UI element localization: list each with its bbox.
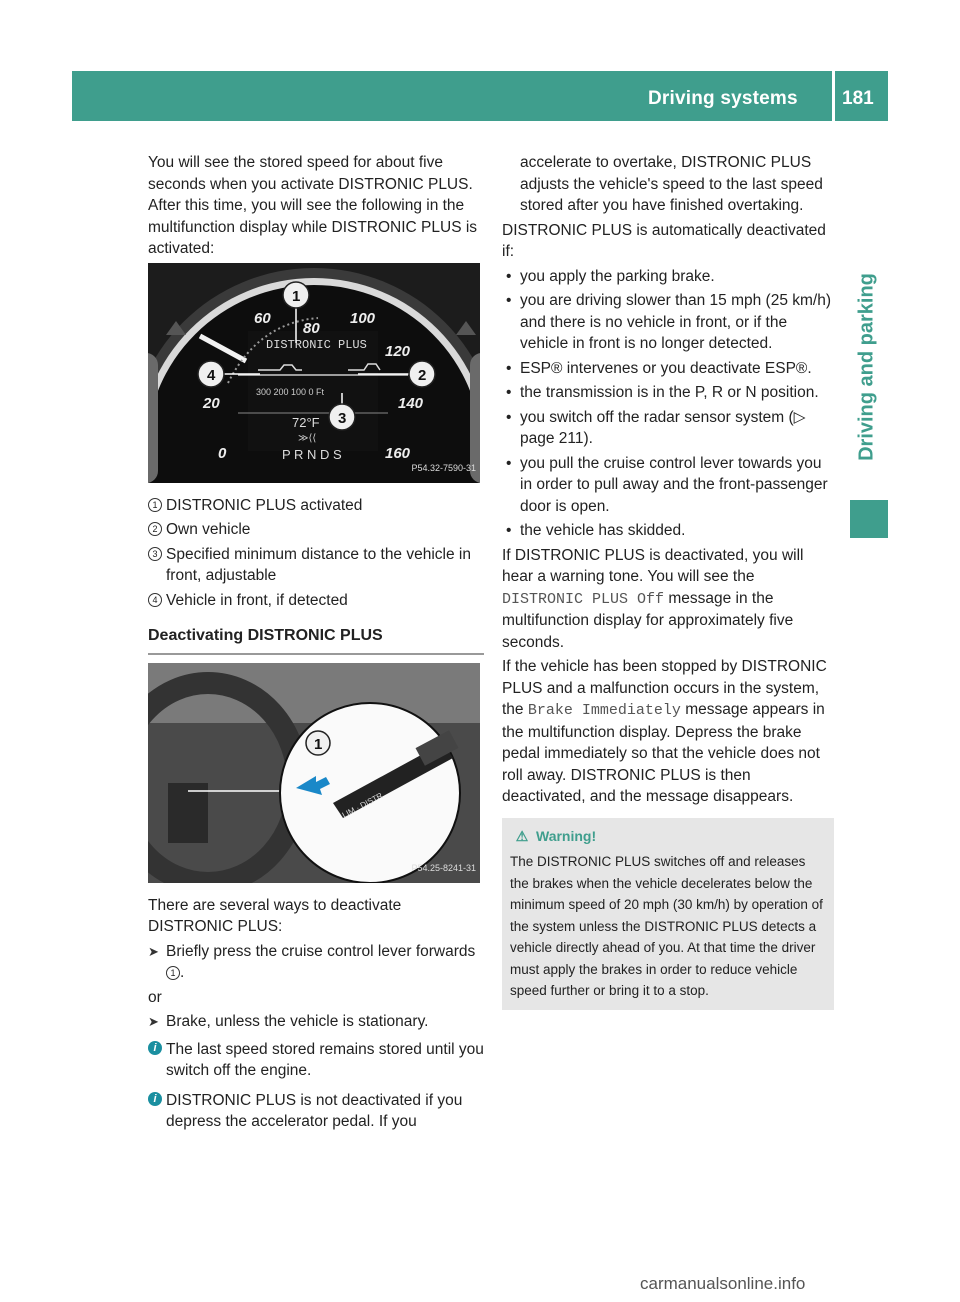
warning-text: The DISTRONIC PLUS switches off and releases the brakes when the vehicle decelerates below the minimum speed of 20 mph (30 km/h) by operation of the system unless the DISTRONIC PLUS detects a vehicle directly ahead of you. At that time the driver must apply the brakes in order to reduce vehicle speed further or bring it to a stop. [510,854,823,998]
svg-text:4: 4 [207,366,216,384]
svg-text:100: 100 [350,309,376,327]
bullet-item: • you switch off the radar sensor system (▷ page 211). [506,408,806,447]
svg-text:P R N D S: P R N D S [282,446,342,462]
header-separator [832,71,835,121]
bullet-item: • you are driving slower than 15 mph (25 km/h) and there is no vehicle in front, or if the vehicle in front is no longer detected. [506,292,832,352]
instruction-step: ➤ Briefly press the cruise control lever forwards 1 . [148,942,476,981]
svg-text:140: 140 [398,394,424,412]
left-column [148,152,484,1141]
bullet-item: • the transmission is in the P, R or N position. [506,384,819,401]
info-icon: i [148,1041,162,1055]
intro-paragraph: You will see the stored speed for about five seconds when you activate DISTRONIC PLUS. After this time, you will see the following in the multifunction display while DISTRONIC PLUS is activated: [148,154,478,257]
svg-text:72°F: 72°F [292,414,320,430]
figure-id: P54.25-8241-31 [411,863,476,873]
page-number: 181 [842,88,874,109]
svg-text:0: 0 [218,444,227,462]
figure-id: P54.32-7590-31 [411,463,476,473]
callout-ref: 1 [166,966,180,980]
legend-item: 4 Vehicle in front, if detected [148,590,484,612]
svg-text:LIM · DISTR: LIM · DISTR [340,790,385,820]
svg-text:DISTRONIC PLUS: DISTRONIC PLUS [266,337,367,352]
info-note: i The last speed stored remains stored until you switch off the engine. [148,1039,484,1082]
running-header-title: Driving systems [648,88,798,109]
section-heading: Deactivating DISTRONIC PLUS [148,625,484,655]
warning-box [502,818,834,1010]
side-tab-marker [850,500,888,538]
svg-text:3: 3 [338,409,347,427]
watermark: carmanualsonline.info [640,1274,806,1293]
warning-heading: ⚠ Warning! [510,826,826,848]
display-message: DISTRONIC PLUS Off [502,590,665,608]
svg-text:60: 60 [254,309,271,327]
info-icon: i [148,1092,162,1106]
svg-text:160: 160 [385,444,411,462]
right-column [502,152,834,1010]
continued-text: accelerate to overtake, DISTRONIC PLUS adjusts the vehicle's speed to the last speed stored after you have finished overtaking. [520,154,823,214]
step-arrow-icon: ➤ [148,1014,159,1029]
svg-text:1: 1 [314,735,323,753]
legend-item: 2 Own vehicle [148,519,484,541]
instrument-cluster-figure [148,263,480,483]
bullet-item: • you apply the parking brake. [506,267,715,285]
info-note: i DISTRONIC PLUS is not deactivated if you depress the accelerator pedal. If you [148,1090,484,1133]
display-message: Brake Immediately [527,702,681,719]
svg-text:80: 80 [303,319,320,337]
bullet-item: • you pull the cruise control lever towards you in order to pull away and the front-passenger door is open. [506,454,828,515]
svg-text:≫⟨⟨: ≫⟨⟨ [298,432,317,444]
side-tab-label: Driving and parking [855,273,878,461]
svg-text:2: 2 [418,366,427,384]
auto-deactivation-intro: DISTRONIC PLUS is automatically deactivated if: [502,221,826,260]
svg-text:120: 120 [385,342,411,360]
or-text: or [148,988,162,1006]
svg-text:1: 1 [292,287,301,305]
deactivation-paragraph: If DISTRONIC PLUS is deactivated, you will hear a warning tone. You will see the DISTRONIC PLUS Off message in the multifunction display for approximately five seconds. [502,546,804,651]
legend-item: 1 DISTRONIC PLUS activated [148,495,484,517]
instruction-step: ➤ Brake, unless the vehicle is stationary. [148,1011,484,1033]
ways-intro: There are several ways to deactivate DISTRONIC PLUS: [148,896,402,935]
cruise-lever-figure [148,663,480,883]
svg-text:20: 20 [203,394,220,412]
svg-text:300 200 100 0 Ft: 300 200 100 0 Ft [256,386,325,397]
step-arrow-icon: ➤ [148,943,159,959]
bullet-item: • ESP® intervenes or you deactivate ESP®. [506,359,812,377]
bullet-item: • the vehicle has skidded. [506,522,686,539]
warning-triangle-icon: ⚠ [515,827,529,844]
malfunction-paragraph: If the vehicle has been stopped by DISTRONIC PLUS and a malfunction occurs in the system, the Brake Immediately message appears in the multifunction display. Depress the brake pedal immediately so that the vehicle does not roll away. DISTRONIC PLUS is then deactivated, and the message disappears. [502,658,827,805]
legend-item: 3 Specified minimum distance to the vehicle in front, adjustable [148,544,484,587]
instrument-cluster-illustration [148,263,480,483]
cruise-lever-illustration [148,663,480,883]
